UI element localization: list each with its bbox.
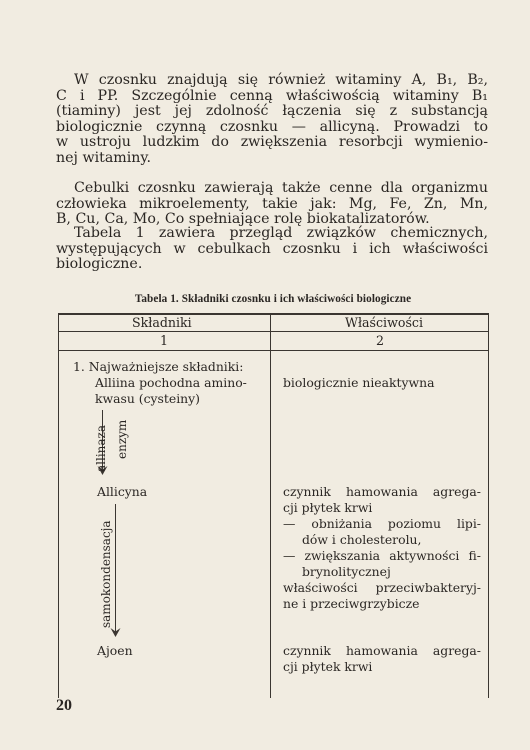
allicyna-property-line: — zwiększania aktywności fi- — [283, 548, 481, 563]
text-line: (tiaminy) jest jej zdolność łączenia się z substancją — [56, 103, 488, 120]
text-line: nej witaminy. — [56, 149, 152, 166]
page-number: 20 — [56, 697, 72, 714]
text-line: Tabela 1 zawiera przegląd związków chemicznych, — [74, 225, 488, 241]
column-header-components: Składniki — [132, 315, 192, 330]
text-line: biologicznie czynną czosnku — allicyną. Prowadzi to — [56, 118, 488, 135]
text-line: C i PP. Szczególnie cenną właściwością witaminy B₁ — [56, 87, 488, 104]
ajoen-property-line: czynnik hamowania agrega- — [283, 643, 481, 658]
allicyna-property-line: ne i przeciwgrzybicze — [283, 596, 420, 611]
text-line: występujących w cebulkach czosnku i ich właściwości — [56, 240, 488, 257]
allicyna-label: Allicyna — [97, 484, 148, 499]
text-line: Cebulki czosnku zawierają także cenne dla organizmu — [74, 180, 488, 196]
ajoen-property-line: cji płytek krwi — [283, 659, 373, 674]
label-enzym: enzym — [115, 419, 129, 459]
allicyna-property-line: cji płytek krwi — [283, 500, 373, 515]
label-samokondensacja: samokondensacja — [99, 520, 113, 628]
table-caption: Tabela 1. Składniki czosnku i ich właściwości biologiczne — [134, 293, 412, 305]
allicyna-property-line: czynnik hamowania agrega- — [283, 484, 481, 499]
allicyna-property-line: brynolitycznej — [302, 564, 391, 579]
condensation-arrow-shaft — [115, 504, 116, 632]
table-header-rule — [58, 331, 489, 332]
text-line: człowieka mikroelementy, takie jak: Mg, Fe, Zn, Mn, — [56, 195, 488, 212]
allicyna-property-line: — obniżania poziomu lipi- — [283, 516, 481, 531]
allicyna-property-line: dów i cholesterolu, — [302, 532, 422, 547]
table-top-rule — [58, 313, 489, 315]
column-number-1: 1 — [160, 333, 169, 348]
arrow-down-icon — [110, 628, 121, 638]
table-number-rule — [58, 350, 489, 351]
column-header-properties: Właściwości — [345, 315, 423, 330]
ajoen-label: Ajoen — [97, 643, 133, 658]
text-line: W czosnku znajdują się również witaminy A, B₁, B₂, — [74, 72, 488, 88]
alliina-property: biologicznie nieaktywna — [283, 375, 435, 390]
table-right-border — [488, 313, 489, 698]
main-components-heading: 1. Najważniejsze składniki: — [73, 359, 244, 374]
table-left-border — [58, 313, 59, 698]
alliina-line: Alliina pochodna amino- — [95, 375, 247, 390]
text-line: biologiczne. — [56, 256, 143, 273]
table-column-divider — [270, 313, 271, 698]
alliina-line-continued: kwasu (cysteiny) — [95, 391, 200, 406]
text-line: B, Cu, Ca, Mo, Co spełniające rolę biokatalizatorów. — [56, 211, 430, 228]
text-line: w ustroju ludzkim do zwiększenia resorbcji wymienio- — [56, 134, 488, 151]
label-allinaza: allinaza — [94, 424, 108, 472]
column-number-2: 2 — [376, 333, 385, 348]
allicyna-property-line: właściwości przeciwbakteryj- — [283, 580, 481, 595]
